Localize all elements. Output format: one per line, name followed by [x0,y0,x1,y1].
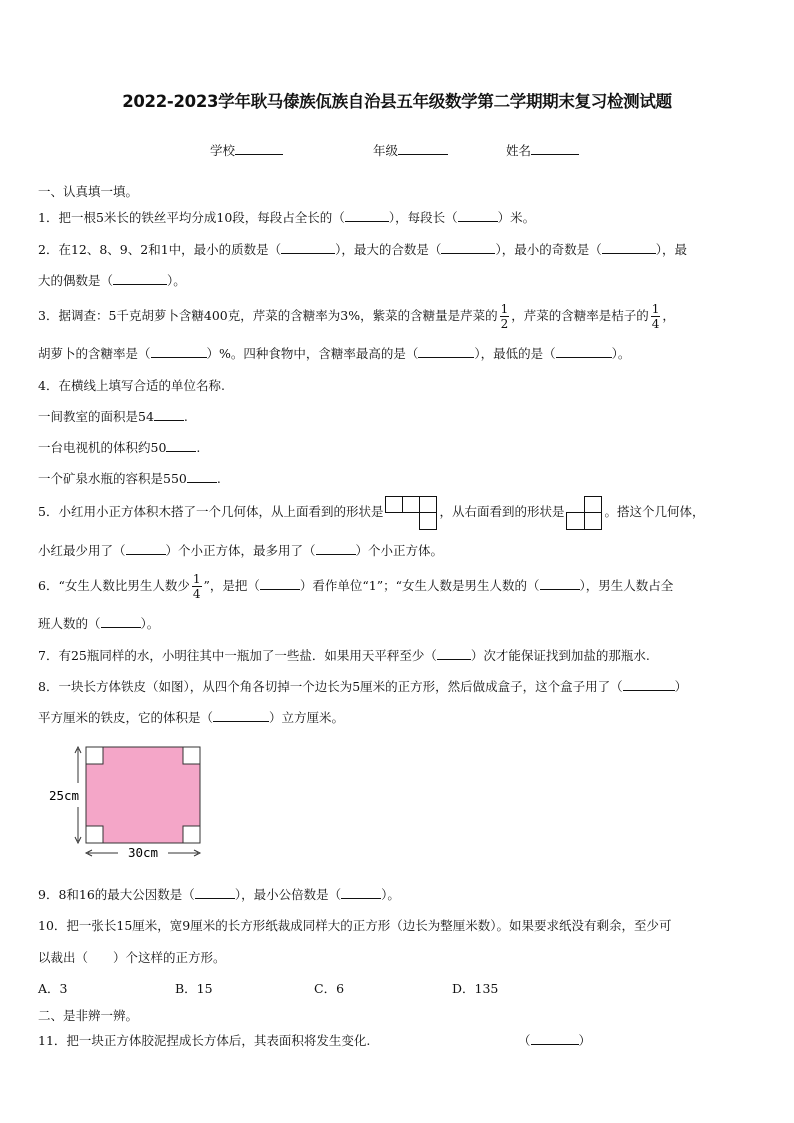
q11-paren-close: ） [578,1033,592,1048]
question-11-answer [518,1031,591,1049]
q5-text-f: ）个小正方体。 [355,543,444,558]
q5-text-c: 。搭这个几何体， [604,504,705,519]
grade-label: 年级 [373,143,399,158]
height-label: 25cm [48,788,80,803]
question-5 [38,494,705,530]
q6-text-e: 班人数的（ [38,616,101,631]
question-10: 10．把一张长15厘米，宽9厘米的长方形纸裁成同样大的正方形（边长为整厘米数）。如果要求纸没有剩余，至少可 [38,918,672,933]
question-4-heading: 4．在横线上填写合适的单位名称. [38,378,225,393]
corner-cut-top-right [183,747,200,764]
fraction-1-4 [192,573,202,600]
question-6-cont [38,614,159,632]
question-2-cont [38,271,186,289]
q4-text-2: 一台电视机的体积约50 [38,440,167,455]
q9-text-a: 9．8和16的最大公因数是（ [38,887,195,902]
q10-option-c[interactable]: C．6 [314,981,345,996]
fraction-1-2 [500,303,510,330]
q9-text-b: ），最小公倍数是（ [234,887,342,902]
question-7 [38,646,650,664]
q4-text-3: 一个矿泉水瓶的容积是550 [38,471,187,486]
question-9 [38,885,400,903]
question-3 [38,300,675,332]
q9-blank-1[interactable] [195,898,235,899]
question-4-line-1 [38,407,188,425]
q1-text-b: ），每段长（ [388,210,458,225]
q4-blank-3[interactable] [187,482,217,483]
corner-cut-top-left [86,747,103,764]
school-field [210,141,283,159]
section-1-heading: 一、认真填一填。 [38,184,139,199]
fraction-numerator: 1 [192,572,201,586]
q6-blank-1[interactable] [260,589,300,590]
q6-blank-2[interactable] [540,589,580,590]
q10-option-a[interactable]: A．3 [38,981,68,996]
question-1 [38,208,535,226]
q8-text-b: ） [674,679,688,694]
question-4-line-3 [38,469,221,487]
q9-text-c: ）。 [381,887,400,902]
name-field [506,141,579,159]
q5-blank-2[interactable] [316,554,356,555]
iron-sheet-figure [44,743,214,865]
width-label: 30cm [127,845,159,860]
question-2 [38,240,687,258]
question-8-cont [38,708,344,726]
q4-blank-1[interactable] [154,420,184,421]
fraction-denominator: 4 [651,317,660,331]
q5-blank-1[interactable] [126,554,166,555]
question-8 [38,677,687,695]
school-blank[interactable] [235,154,283,155]
right-view-shape-icon [566,496,602,530]
q2-blank-1[interactable] [281,253,335,254]
question-6 [38,570,673,602]
q10-option-b[interactable]: B．15 [175,981,213,996]
q8-blank-2[interactable] [213,721,269,722]
q7-text-a: 7．有25瓶同样的水，小明往其中一瓶加了一些盐．如果用天平秤至少（ [38,648,437,663]
q3-text-f: ），最低的是（ [474,346,556,361]
corner-cut-bottom-left [86,826,103,843]
q2-text-e: 大的偶数是（ [38,273,114,288]
q6-text-b: ”，是把（ [203,578,260,593]
q6-text-d: ），男生人数占全 [579,578,674,593]
q3-text-d: 胡萝卜的含糖率是（ [38,346,151,361]
fraction-1-4 [651,303,661,330]
q8-text-a: 8．一块长方体铁皮（如图），从四个角各切掉一个边长为5厘米的正方形，然后做成盒子，这个盒子用了（ [38,679,623,694]
q5-text-a: 5．小红用小正方体积木搭了一个几何体，从上面看到的形状是 [38,504,384,519]
q1-blank-1[interactable] [345,221,389,222]
q1-text-c: ）米。 [497,210,536,225]
q2-text-c: ），最小的奇数是（ [495,242,602,257]
name-label: 姓名 [506,143,532,158]
q3-text-g: ）。 [611,346,631,361]
q4-dot: . [183,409,188,424]
q11-paren-open: （ [518,1033,531,1048]
q6-text-c: ）看作单位“1”；“女生人数是男生人数的（ [299,578,540,593]
corner-cut-bottom-right [183,826,200,843]
q3-text-b: ，芹菜的含糖率是桔子的 [511,308,649,323]
question-5-cont [38,541,443,559]
q3-blank-3[interactable] [556,357,612,358]
q3-text-c: ， [662,308,675,323]
q6-text-a: 6．“女生人数比男生人数少 [38,578,190,593]
q9-blank-2[interactable] [341,898,381,899]
q11-blank[interactable] [531,1044,579,1045]
question-11: 11．把一块正方体胶泥捏成长方体后，其表面积将发生变化. [38,1033,371,1048]
fraction-numerator: 1 [651,302,660,316]
q2-text-b: ），最大的合数是（ [335,242,442,257]
q1-text-a: 1．把一根5米长的铁丝平均分成10段，每段占全长的（ [38,210,345,225]
q5-text-d: 小红最少用了（ [38,543,126,558]
q6-text-f: ）。 [140,616,160,631]
question-10-cont: 以裁出（ ）个这样的正方形。 [38,950,226,965]
q2-text-a: 2．在12、8、9、2和1中，最小的质数是（ [38,242,282,257]
q4-dot: . [196,440,201,455]
q4-blank-2[interactable] [166,451,196,452]
q2-blank-3[interactable] [602,253,656,254]
fraction-denominator: 2 [500,317,509,331]
q10-option-d[interactable]: D．135 [452,981,499,996]
grade-blank[interactable] [398,154,448,155]
q5-text-b: ，从右面看到的形状是 [439,504,565,519]
q7-text-b: ）次才能保证找到加盐的那瓶水. [470,648,650,663]
fraction-denominator: 4 [192,587,201,601]
top-view-shape-icon [385,496,437,530]
q4-dot: . [216,471,221,486]
name-blank[interactable] [531,154,579,155]
q3-text-e: ）%。四种食物中，含糖率最高的是（ [206,346,419,361]
q1-blank-2[interactable] [458,221,498,222]
q3-text-a: 3．据调查：5千克胡萝卜含糖400克，芹菜的含糖率为3%，紫菜的含糖量是芹菜的 [38,308,498,323]
grade-field [373,141,448,159]
fraction-numerator: 1 [500,302,509,316]
q2-text-f: ）。 [167,273,186,288]
school-label: 学校 [210,143,236,158]
q6-blank-3[interactable] [101,627,141,628]
question-3-cont [38,344,630,362]
q3-blank-2[interactable] [418,357,474,358]
q4-text-1: 一间教室的面积是54 [38,409,154,424]
q7-blank-1[interactable] [437,659,471,660]
q2-text-d: ），最 [655,242,687,257]
q3-blank-1[interactable] [151,357,207,358]
q2-blank-2[interactable] [441,253,495,254]
q2-blank-4[interactable] [113,284,167,285]
section-2-heading: 二、是非辨一辨。 [38,1008,139,1023]
q8-text-d: ）立方厘米。 [269,710,345,725]
q8-text-c: 平方厘米的铁皮，它的体积是（ [38,710,214,725]
q5-text-e: ）个小正方体，最多用了（ [165,543,316,558]
q8-blank-1[interactable] [623,690,675,691]
exam-title: 2022-2023学年耿马傣族佤族自治县五年级数学第二学期期末复习检测试题 [122,92,672,111]
question-4-line-2 [38,438,200,456]
